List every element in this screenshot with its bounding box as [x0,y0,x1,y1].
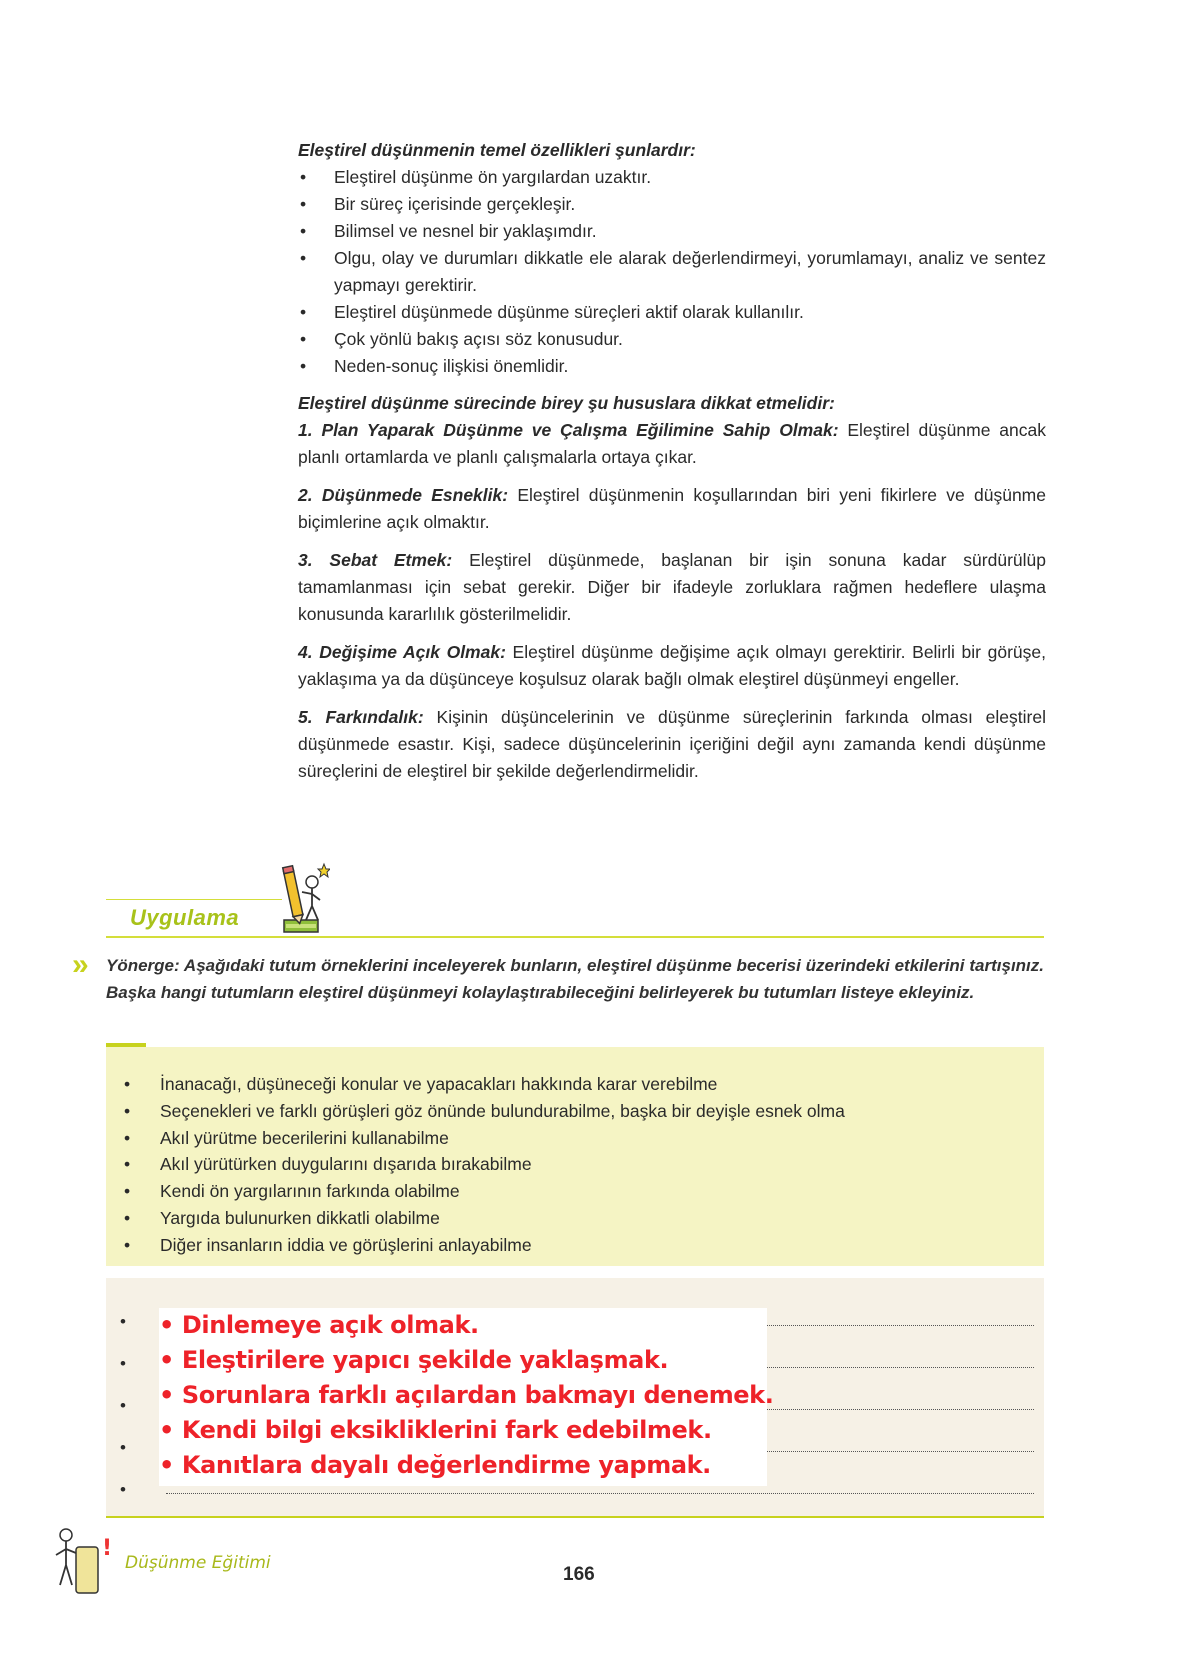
answer-item: • Kanıtlara dayalı değerlendirme yapmak. [159,1451,711,1479]
point-title: 2. Düşünmede Esneklik: [298,485,509,505]
section-divider [106,899,282,900]
book-title: Düşünme Eğitimi [125,1553,271,1573]
answer-item: • Kendi bilgi eksikliklerini fark edebilmek. [159,1416,712,1444]
main-text [298,137,1046,785]
list-item: • Seçenekleri ve farklı görüşleri göz önünde bulundurabilme, başka bir deyişle esnek olma [124,1098,1044,1125]
answers-list [159,1308,774,1483]
point-text: Eleştirel düşünme ancak planlı ortamlarda ve planlı çalışmalarla ortaya çıkar. [298,420,1046,467]
point-3 [298,547,1046,628]
list-item: • Akıl yürütme becerilerini kullanabilme [124,1125,1044,1152]
point-text: Kişinin düşüncelerinin ve düşünme süreçlerinin farkında olması eleştirel düşünmede esastır. Kişi, sadece düşüncelerinin içeriğini değil aynı zamanda kendi düşünme süreçlerini de eleştirel bir şekilde değerlendirmelidir. [298,707,1046,781]
section-divider [106,936,1044,938]
blank-bullet: • [120,1354,126,1373]
point-text: Eleştirel düşünmede, başlanan bir işin sonuna kadar sürdürülüp tamamlanması için sebat gerekir. Diğer bir ifadeyle zorluklara rağmen hedeflere ulaşma konusunda kararlılık gösterilmelidir. [298,550,1046,624]
chevron-right-icon: » [72,948,83,981]
blank-bullet: • [120,1480,126,1499]
answer-line[interactable] [766,1325,1034,1326]
answer-item: • Eleştirilere yapıcı şekilde yaklaşmak. [159,1346,669,1374]
blank-bullet: • [120,1438,126,1457]
answer-line[interactable] [766,1367,1034,1368]
list-item: • Diğer insanların iddia ve görüşlerini anlayabilme [124,1232,1044,1259]
list-item: • Kendi ön yargılarının farkında olabilme [124,1178,1044,1205]
point-1 [298,417,1046,471]
point-2 [298,482,1046,536]
yonerge-label: Yönerge: [106,956,180,975]
list-item: • Olgu, olay ve durumları dikkatle ele alarak değerlendirmeyi, yorumlamayı, analiz ve sentez yapmayı gerektirir. [298,245,1046,299]
list-item: • Eleştirel düşünme ön yargılardan uzaktır. [298,164,1046,191]
point-text: Eleştirel düşünme değişime açık olmayı gerektirir. Belirli bir görüşe, yaklaşıma ya da düşünceye koşulsuz olarak bağlı olmak eleştirel düşünmeyi engeller. [298,642,1046,689]
pencil-character-icon [280,862,330,936]
point-title: 1. Plan Yaparak Düşünme ve Çalışma Eğilimine Sahip Olmak: [298,420,839,440]
attitudes-list [106,1047,1044,1259]
blank-bullet: • [120,1312,126,1331]
yonerge [106,952,1044,1006]
answer-line[interactable] [166,1493,1034,1494]
answer-item: • Sorunlara farklı açılardan bakmayı denemek. [159,1381,774,1409]
thinking-character-icon [52,1525,118,1595]
list-item: • Çok yönlü bakış açısı söz konusudur. [298,326,1046,353]
answer-item: • Dinlemeye açık olmak. [159,1311,479,1339]
list-item: • Bir süreç içerisinde gerçekleşir. [298,191,1046,218]
uygulama-title: Uygulama [130,905,240,930]
section-divider [106,1516,1044,1518]
point-title: 4. Değişime Açık Olmak: [298,642,506,662]
answer-line[interactable] [766,1409,1034,1410]
svg-text:!: ! [102,1536,113,1561]
blank-bullet: • [120,1396,126,1415]
section2-heading: Eleştirel düşünme sürecinde birey şu hususlara dikkat etmelidir: [298,393,835,413]
point-4 [298,639,1046,693]
section1-heading: Eleştirel düşünmenin temel özellikleri şunlardır: [298,140,696,160]
list-item: • Eleştirel düşünmede düşünme süreçleri aktif olarak kullanılır. [298,299,1046,326]
list-item: • Yargıda bulunurken dikkatli olabilme [124,1205,1044,1232]
point-text: Eleştirel düşünmenin koşullarından biri yeni fikirlere ve düşünme biçimlerine açık olmaktır. [298,485,1046,532]
list-item: • İnanacağı, düşüneceği konular ve yapacakları hakkında karar verebilme [124,1071,1044,1098]
answer-line[interactable] [766,1451,1034,1452]
attitudes-box [106,1047,1044,1266]
point-title: 5. Farkındalık: [298,707,424,727]
list-item: • Neden-sonuç ilişkisi önemlidir. [298,353,1046,380]
features-list [298,164,1046,380]
list-item: • Akıl yürütürken duygularını dışarıda bırakabilme [124,1151,1044,1178]
point-5 [298,704,1046,785]
yonerge-text: Aşağıdaki tutum örneklerini inceleyerek bunların, eleştirel düşünme becerisi üzerindeki etkilerini tartışınız. Başka hangi tutumların eleştirel düşünmeyi kolaylaştırabileceğini belirleyerek bu tutumları listeye ekleyiniz. [106,956,1044,1002]
handwritten-answers [159,1308,774,1486]
page-number: 166 [563,1564,595,1585]
point-title: 3. Sebat Etmek: [298,550,453,570]
list-item: • Bilimsel ve nesnel bir yaklaşımdır. [298,218,1046,245]
